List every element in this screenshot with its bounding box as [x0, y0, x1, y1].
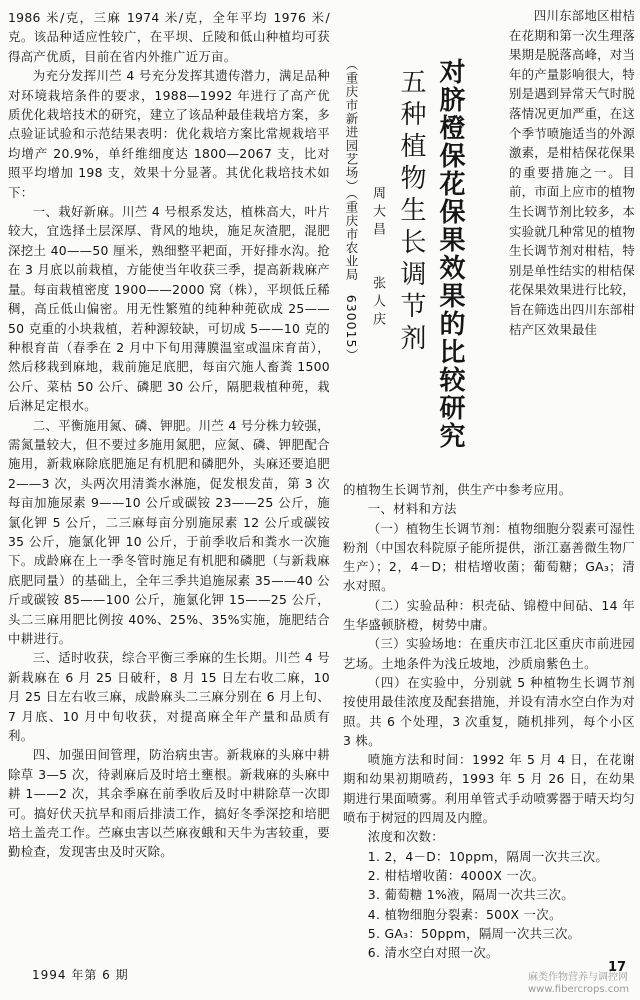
paragraph: （一）植物生长调节剂：植物细胞分裂素可湿性粉剂（中国农科院原子能所提供，浙江嘉善微生物厂生产）；2，4－D；柑桔增收菌；葡萄糖；GA₃；清水对照。: [343, 520, 635, 594]
left-article-column: [8, 8, 330, 862]
intro-column: [509, 6, 635, 339]
methods-section: [343, 480, 635, 962]
paragraph: 5. GA₃：50ppm，隔周一次共三次。: [367, 925, 581, 941]
paragraph: 4. 植物细胞分裂素：500X 一次。: [367, 906, 562, 922]
article-affiliation: （重庆市新进园艺场）（重庆市农业局 630015）: [344, 58, 359, 362]
paragraph: 1. 2，4－D：10ppm，隔周一次共三次。: [367, 848, 609, 864]
paragraph: 为充分发挥川苎 4 号充分发挥其遗传潜力，满足品种对环境栽培条件的要求，1988—1992 年进行了高产优质优化栽培技术的研究，建立了该品种最佳栽培方案，多点验证试验和示范结果表明：优化栽培方案比常规栽培平均增产 20.9%，单纤维细度达 1800—2067 支，比对照平均增加 198 支，效果十分显著。其优化栽培技术如下：: [8, 68, 330, 200]
paragraph: 6. 清水空白对照一次。: [367, 945, 499, 961]
paragraph: 的植物生长调节剂，供生产中参考应用。: [343, 482, 572, 497]
paragraph: （三）实验场地：在重庆市江北区重庆市前进园艺场。土地条件为浅丘坡地，沙质扇紫色土。: [343, 636, 635, 671]
paragraph: 四川东部地区柑桔在花期和第一次生理落果期是脱落高峰，对当年的产量影响很大，特别是遇到异常天气时脱落情况更加严重，在这个季节喷施适当的外源激素，是柑桔保花保果的重要措施之一。目前，市面上应市的植物生长调节剂比较多，本实验就几种常见的植物生长调节剂对柑桔，特别是单性结实的柑桔保花保果效果进行比较，旨在筛选出四川东部柑桔产区效果最佳: [509, 8, 635, 337]
page-number: 17: [608, 960, 627, 975]
paragraph: 3. 葡萄糖 1%液，隔周一次共三次。: [367, 887, 574, 903]
article-title-block: [340, 58, 469, 466]
paragraph: 浓度和次数：: [367, 829, 444, 845]
paragraph: 三、适时收获，综合平衡三季麻的生长期。川苎 4 号新栽麻在 6 月 25 日破秆，8 月 15 日左右收二麻，10 月 25 日左右收三麻，成龄麻头二三麻分别在 6 月上旬、7 月底、10 月中旬收获，对提高麻全年产量和品质有利。: [8, 650, 330, 744]
paragraph: 一、栽好新麻。川苎 4 号根系发达，植株高大，叶片较大，宜选择土层深厚、背风的地块，施足灰渣肥，混肥深挖土 40——50 厘米，熟细整平耙面，开好排水沟。抢在 3 月底以前栽植，方能使当年收获三季，提高新栽麻产量。每亩栽植密度 1900——2000 窝（株），平坝低丘稀稠，高丘低山偏密。用无性繁殖的纯种种蔸砍成 25——50 克重的小块栽植，若种源较缺，可切成 5——10 克的种根育苗（春季在 2 月中下旬用薄膜温室或温床育苗），然后移栽到麻地，栽前施足底肥，每亩穴施人畜粪 1500 公斤、菜枯 50 公斤、磷肥 30 公斤，隔肥栽植种蔸，栽后淋足定根水。: [8, 204, 330, 414]
paragraph: （四）在实验中，分别就 5 种植物生长调节剂按使用最佳浓度及配套措施，并设有清水空白作为对照。共 6 个处理，3 次重复，随机排列，每个小区 3 株。: [343, 674, 635, 748]
paragraph: 1986 米/克，三麻 1974 米/克，全年平均 1976 米/克。该品种适应性较广，在平坝、丘陵和低山种植均可获得高产优质，目前在省内外推广近万亩。: [8, 10, 330, 64]
paragraph: 一、材料和方法: [367, 501, 457, 517]
watermark-line-1: 麻类作物营养与调控网: [528, 972, 628, 983]
paragraph: 2. 柑桔增收菌：4000X 一次。: [367, 867, 545, 883]
article-authors: 周大昌 张人庆: [370, 186, 385, 330]
watermark-line-2: www.fibercrops.com: [528, 984, 630, 995]
article-title: 对脐橙保花保果效果的比较研究: [435, 58, 465, 450]
paragraph: （二）实验品种：枳壳砧、锦橙中间砧、14 年生华盛顿脐橙，树势中庸。: [343, 597, 635, 633]
paragraph: 二、平衡施用氮、磷、钾肥。川苎 4 号分株力较强，需氮量较大，但不要过多施用氮肥，应氮、磷、钾肥配合施用，新栽麻除底肥施足有机肥和磷肥外，头麻还要追肥 2——3 次，头两次用清粪水淋施，促发根发苗，第 3 次每亩加施尿素 9——10 公斤或碳铵 23——25 公斤，施氯化钾 5 公斤，二三麻每亩分别施尿素 12 公斤或碳铵 35 公斤，施氯化钾 10 公斤，于前季收后和粪水一次施下。成龄麻在上一季冬管时施足有机肥和磷肥（与新栽麻底肥同量）的基础上，全年三季共追施尿素 35——40 公斤或碳铵 85——100 公斤，施氯化钾 15——25 公斤，头二三麻用肥比例按 40%、25%、35%实施，施肥结合中耕进行。: [8, 417, 330, 646]
issue-label: 1994 年第 6 期: [32, 968, 129, 982]
paragraph: 喷施方法和时间：1992 年 5 月 4 日，在花谢期和幼果初期喷药，1993 年 5 月 26 日，在幼果期进行果面喷雾。利用单管式手动喷雾器于晴天均匀喷布于树冠的四周及内膛。: [343, 752, 635, 826]
paragraph: 四、加强田间管理，防治病虫害。新栽麻的头麻中耕除草 3—5 次，待剥麻后及时培土壅根。新栽麻的头麻中耕 1——2 次，其余季麻在前季收后及时中耕除草一次即可。搞好伏天抗旱和雨后排渍工作，搞好冬季深挖和培肥培土盖壳工作。苎麻虫害以苎麻夜蛾和天牛为害较重，要勤检查，发现害虫及时灭除。: [8, 747, 330, 860]
site-watermark: [528, 972, 629, 996]
article-subtitle: 五种植物生长调节剂: [396, 68, 426, 356]
